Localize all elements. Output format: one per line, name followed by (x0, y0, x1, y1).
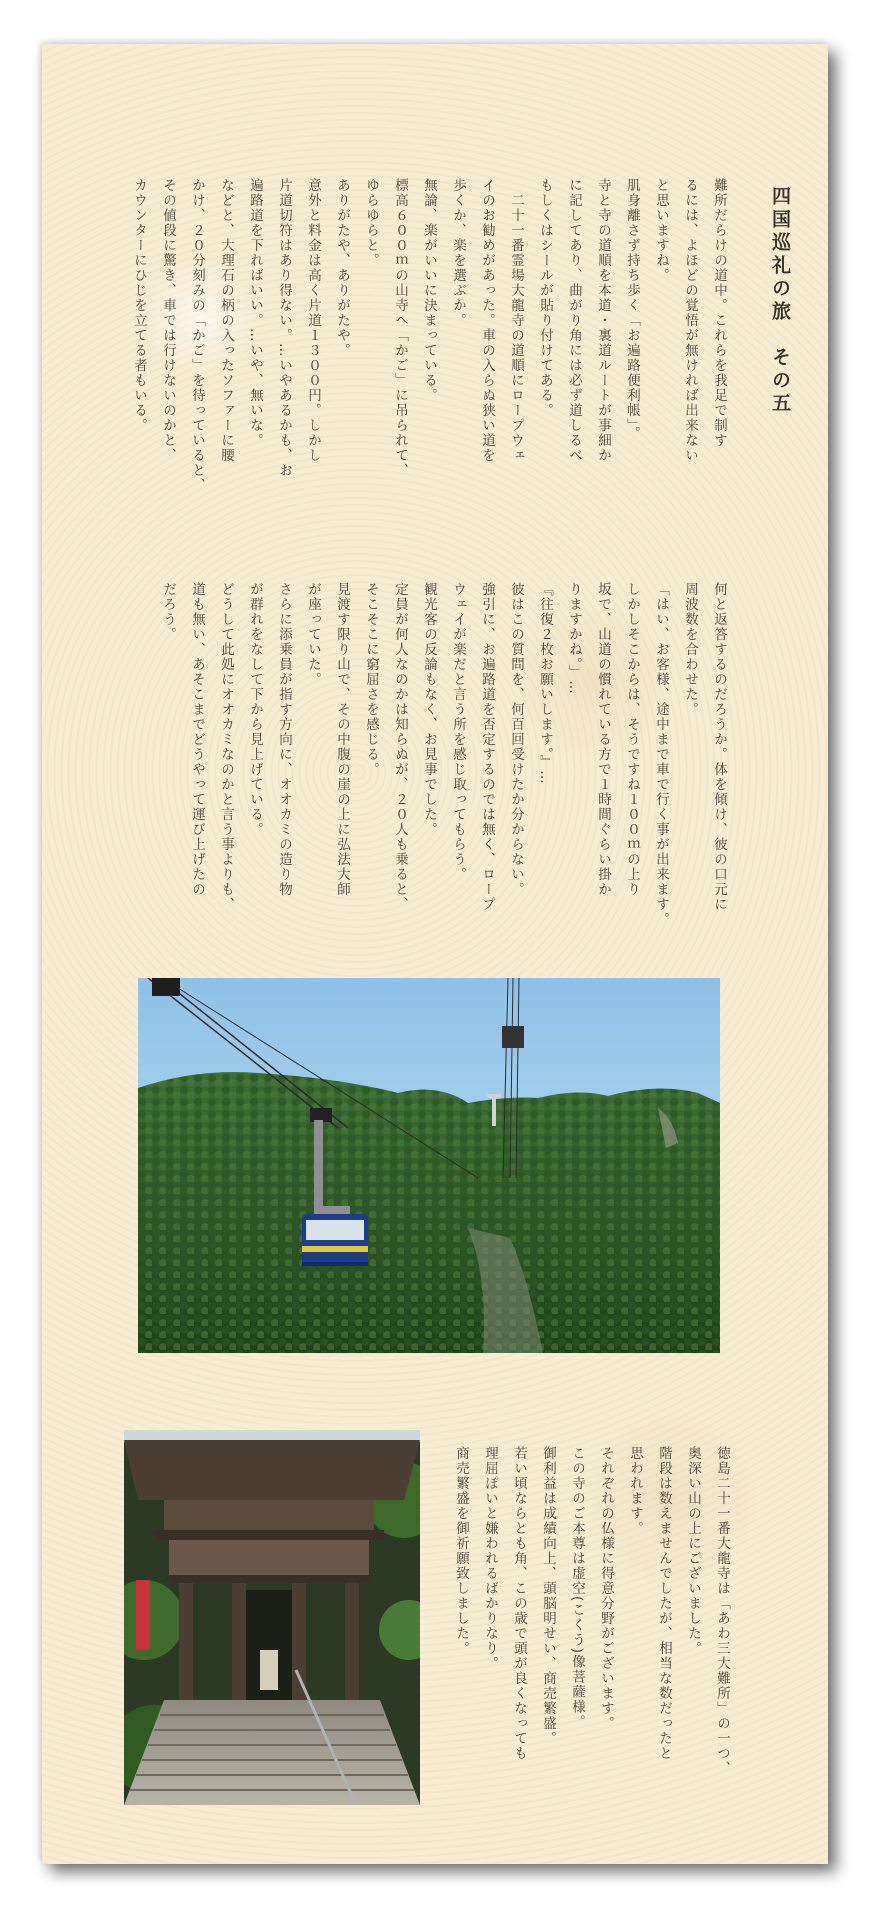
text-line: もしくはシールが貼り付けてある。 (537, 178, 553, 418)
text-line: カウンターにひじを立てる者もいる。 (131, 178, 147, 433)
ropeway-photo (138, 978, 720, 1353)
text-line: だろう。 (160, 582, 176, 642)
text-line: 強引に、お遍路道を否定するのでは無く、ロープ (479, 582, 495, 912)
text-block-temple (446, 1446, 736, 1806)
text-line: そこそこに窮屈さを感じる。 (363, 582, 379, 777)
text-line: 徳島二十一番大龍寺は「あわ三大難所」の一つ、 (714, 1446, 730, 1776)
text-line: どうして此処にオオカミなのかと言う事よりも、 (218, 582, 234, 912)
text-line: さらに添乗員が指す方向に、オオカミの造り物 (276, 582, 292, 897)
text-line: それぞれの仏様に得意分野がございます。 (598, 1446, 614, 1731)
text-line: 定員が何人なのかは知らぬが、２０人も乗ると、 (392, 582, 408, 912)
text-line: などと、大理石の柄の入ったソファーに腰 (218, 178, 234, 463)
text-line: その値段に驚き、車では行けないのかと、 (160, 178, 176, 463)
text-line: 若い頃ならとも角、この歳で頭が良くなっても (511, 1446, 527, 1761)
paper-background (42, 44, 828, 1864)
text-line: 彼はこの質問を、何百回受けたか分からない。 (508, 582, 524, 897)
text-line: に記してあり、曲がり角には必ず道しるべ (566, 178, 582, 463)
text-line: ありがたや、ありがたや。 (334, 178, 350, 358)
text-line: 難所だらけの道中。これらを我足で制す (711, 178, 727, 448)
text-line: 思われます。 (627, 1446, 643, 1536)
text-line: 標高６００ｍの山寺へ「かご」に吊られて、 (392, 178, 408, 478)
text-line: 『往復２枚お願いします。』… (537, 582, 553, 786)
text-line: 理屈ぽいと嫌われるばかりなり。 (482, 1446, 498, 1671)
text-line: るには、よほどの覚悟が無ければ出来ない (682, 178, 698, 463)
text-line: 周波数を合わせた。 (682, 582, 698, 717)
text-line: しかしそこからは、そうですね１００ｍの上り (624, 582, 640, 897)
text-line: 「はい、お客様、途中まで車で行く事が出来ます。 (653, 582, 669, 927)
text-line: 道も無い、あそこまでどうやって運び上げたの (189, 582, 205, 897)
text-line: 片道切符はあり得ない。…いやあるかも、お (276, 178, 292, 478)
text-line: イのお勧めがあった。車の入らぬ狭い道を (479, 178, 495, 463)
text-block-intro (124, 178, 733, 493)
temple-gate-photo (124, 1430, 420, 1805)
text-line: 無論、楽がいいに決まっている。 (421, 178, 437, 403)
text-line: 観光客の反論もなく、お見事でした。 (421, 582, 437, 837)
text-line: ウェイが楽だと言う所を感じ取ってもらう。 (450, 582, 466, 882)
text-line: 二十一番霊場大龍寺の道順にロープウェ (508, 178, 524, 463)
text-line: りますかね。」… (566, 582, 582, 696)
text-line: 肌身離さず持ち歩く「お遍路便利帳」。 (624, 178, 640, 442)
text-line: 寺と寺の道順を本道・裏道ルートが事細か (595, 178, 611, 463)
text-block-ropeway (153, 582, 733, 932)
text-line: 坂で、山道の慣れている方で１時間ぐらい掛か (595, 582, 611, 897)
text-line: ゆらゆらと。 (363, 178, 379, 268)
text-line: 階段は数えませんでしたが、相当な数だったと (656, 1446, 672, 1761)
text-line: 商売繁盛を御祈願致しました。 (453, 1446, 469, 1656)
text-line: 歩くか、楽を選ぶか。 (450, 178, 466, 328)
text-line: が群れをなして下から見上げている。 (247, 582, 263, 837)
text-line: 何と返答するのだろうか。体を傾け、彼の口元に (711, 582, 727, 912)
text-line: 見渡す限り山で、その中腹の崖の上に弘法大師 (334, 582, 350, 897)
text-line: 御利益は成績向上、頭脳明せい、商売繁盛。 (540, 1446, 556, 1746)
text-line: 意外と料金は高く片道１３００円。しかし (305, 178, 321, 463)
text-line: と思いますね。 (653, 178, 669, 283)
text-line: かけ、２０分刻みの「かご」を待っていると、 (189, 178, 205, 493)
text-line: が座っていた。 (305, 582, 321, 687)
text-line: 奥深い山の上にございました。 (685, 1446, 701, 1656)
text-line: この寺のご本尊は虚空(こくう)像菩薩様。 (569, 1446, 585, 1730)
text-line: 遍路道を下ればいい。…いや、無いな。 (247, 178, 263, 448)
page-title: 四国巡礼の旅 その五 (769, 186, 791, 416)
